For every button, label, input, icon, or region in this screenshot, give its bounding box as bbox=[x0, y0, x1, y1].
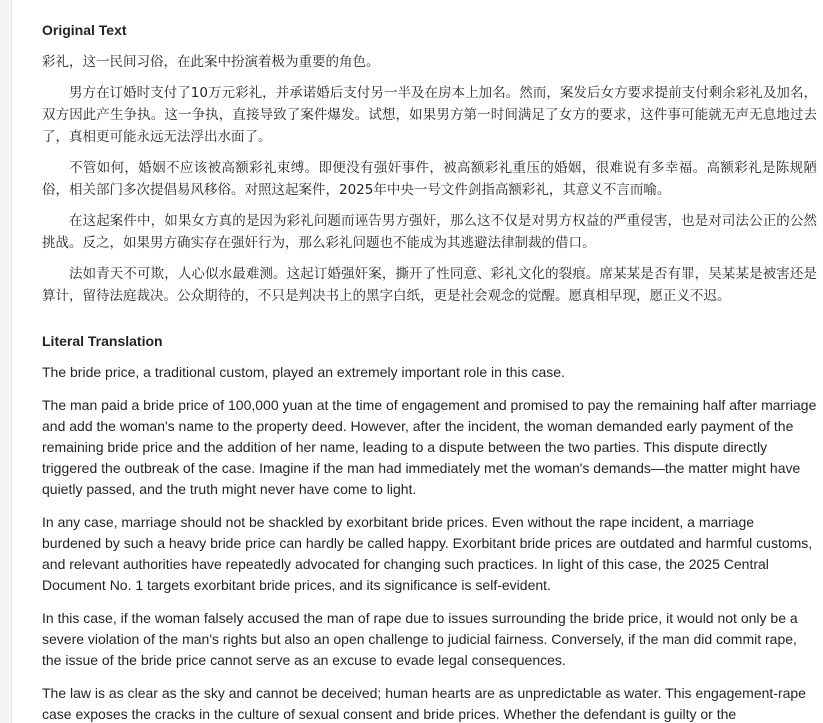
original-paragraph: 男方在订婚时支付了10万元彩礼，并承诺婚后支付另一半及在房本上加名。然而，案发后女方要求提前支付剩余彩礼及加名，双方因此产生争执。这一争执，直接导致了案件爆发。试想，如果男方第一时间满足了女方的要求，这件事可能就无声无息地过去了，真相更可能永远无法浮出水面了。 bbox=[42, 85, 817, 145]
translation-paragraph: The bride price, a traditional custom, played an extremely important role in this case. bbox=[42, 364, 565, 380]
translation-paragraph: The man paid a bride price of 100,000 yuan at the time of engagement and promised to pay the remaining half after marriage and add the woman's name to the property deed. However, after the incident, the woman demanded early payment of the remaining bride price and the addition of her name, leading to a dispute between the two parties. This dispute directly triggered the outbreak of the case. Imagine if the man had immediately met the woman's demands—the matter might have quietly passed, and the truth might never have come to light. bbox=[42, 397, 817, 497]
original-paragraph: 彩礼，这一民间习俗，在此案中扮演着极为重要的角色。 bbox=[42, 54, 380, 70]
literal-translation-heading: Literal Translation bbox=[42, 333, 163, 349]
original-paragraph: 在这起案件中，如果女方真的是因为彩礼问题而诬告男方强奸，那么这不仅是对男方权益的严重侵害，也是对司法公正的公然挑战。反之，如果男方确实存在强奸行为，那么彩礼问题也不能成为其逃避法律制裁的借口。 bbox=[42, 213, 817, 251]
document-page bbox=[11, 0, 823, 723]
original-paragraph: 法如青天不可欺，人心似水最难测。这起订婚强奸案，撕开了性同意、彩礼文化的裂痕。席某某是否有罪，吴某某是被害还是算计，留待法庭裁决。公众期待的，不只是判决书上的黑字白纸，更是社会观念的觉醒。愿真相早现，愿正义不迟。 bbox=[42, 266, 817, 304]
original-text-heading: Original Text bbox=[42, 22, 127, 38]
original-paragraph: 不管如何，婚姻不应该被高额彩礼束缚。即便没有强奸事件，被高额彩礼重压的婚姻，很难说有多幸福。高额彩礼是陈规陋俗，相关部门多次提倡易风移俗。对照这起案件，2025年中央一号文件剑指高额彩礼，其意义不言而喻。 bbox=[42, 160, 817, 198]
document-content bbox=[42, 20, 817, 723]
translation-paragraph: In any case, marriage should not be shackled by exorbitant bride prices. Even without the rape incident, a marriage burdened by such a heavy bride price can hardly be called happy. Exorbitant bride prices are outdated and harmful customs, and relevant authorities have repeatedly advocated for changing such practices. In light of this case, the 2025 Central Document No. 1 targets exorbitant bride prices, and its significance is self-evident. bbox=[42, 514, 813, 593]
translation-paragraph: In this case, if the woman falsely accused the man of rape due to issues surrounding the bride price, it would not only be a severe violation of the man's rights but also an open challenge to judicial fairness. Conversely, if the man did commit rape, the issue of the bride price cannot serve as an excuse to evade legal consequences. bbox=[42, 610, 798, 668]
translation-paragraph: The law is as clear as the sky and cannot be deceived; human hearts are as unpredictable as water. This engagement-rape case exposes the cracks in the culture of sexual consent and bride prices. Whether the defendant is guilty or the bbox=[42, 685, 806, 722]
